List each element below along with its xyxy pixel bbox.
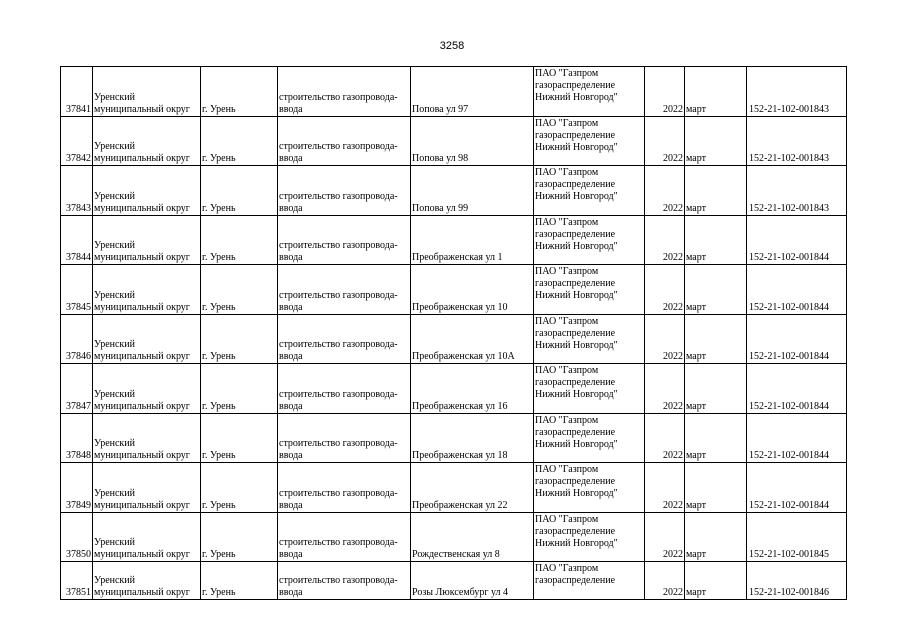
table-row	[61, 265, 847, 315]
month-cell: март	[685, 166, 747, 216]
month-cell: март	[685, 512, 747, 562]
work-type-cell: строительство газопровода-ввода	[278, 562, 411, 600]
table-row	[61, 364, 847, 414]
organization-cell: ПАО "Газпром газораспределение Нижний Новгород"	[534, 166, 645, 216]
row-number: 37848	[61, 413, 93, 463]
year-cell: 2022	[645, 215, 685, 265]
table-row	[61, 463, 847, 513]
year-cell: 2022	[645, 463, 685, 513]
city-cell: г. Урень	[201, 413, 278, 463]
month-cell: март	[685, 67, 747, 117]
district-cell: Уренский муниципальный округ	[93, 265, 201, 315]
year-cell: 2022	[645, 67, 685, 117]
year-cell: 2022	[645, 314, 685, 364]
organization-cell: ПАО "Газпром газораспределение Нижний Новгород"	[534, 364, 645, 414]
district-cell: Уренский муниципальный округ	[93, 512, 201, 562]
organization-cell: ПАО "Газпром газораспределение Нижний Новгород"	[534, 265, 645, 315]
month-cell: март	[685, 215, 747, 265]
work-type-cell: строительство газопровода-ввода	[278, 265, 411, 315]
address-cell: Преображенская ул 10	[411, 265, 534, 315]
address-cell: Попова ул 97	[411, 67, 534, 117]
month-cell: март	[685, 413, 747, 463]
table-row	[61, 562, 847, 600]
work-type-cell: строительство газопровода-ввода	[278, 166, 411, 216]
code-cell: 152-21-102-001843	[747, 116, 847, 166]
city-cell: г. Урень	[201, 314, 278, 364]
organization-cell: ПАО "Газпром газораспределение Нижний Новгород"	[534, 512, 645, 562]
address-cell: Попова ул 98	[411, 116, 534, 166]
row-number: 37841	[61, 67, 93, 117]
work-type-cell: строительство газопровода-ввода	[278, 512, 411, 562]
district-cell: Уренский муниципальный округ	[93, 67, 201, 117]
year-cell: 2022	[645, 562, 685, 600]
table-row	[61, 215, 847, 265]
table-row	[61, 314, 847, 364]
month-cell: март	[685, 265, 747, 315]
code-cell: 152-21-102-001844	[747, 413, 847, 463]
work-type-cell: строительство газопровода-ввода	[278, 116, 411, 166]
work-type-cell: строительство газопровода-ввода	[278, 67, 411, 117]
address-cell: Преображенская ул 16	[411, 364, 534, 414]
row-number: 37850	[61, 512, 93, 562]
month-cell: март	[685, 463, 747, 513]
city-cell: г. Урень	[201, 116, 278, 166]
work-type-cell: строительство газопровода-ввода	[278, 364, 411, 414]
address-cell: Преображенская ул 22	[411, 463, 534, 513]
row-number: 37846	[61, 314, 93, 364]
city-cell: г. Урень	[201, 364, 278, 414]
year-cell: 2022	[645, 265, 685, 315]
code-cell: 152-21-102-001845	[747, 512, 847, 562]
table-row	[61, 67, 847, 117]
year-cell: 2022	[645, 364, 685, 414]
city-cell: г. Урень	[201, 265, 278, 315]
address-cell: Преображенская ул 18	[411, 413, 534, 463]
city-cell: г. Урень	[201, 67, 278, 117]
district-cell: Уренский муниципальный округ	[93, 463, 201, 513]
city-cell: г. Урень	[201, 463, 278, 513]
address-cell: Преображенская ул 10А	[411, 314, 534, 364]
page-number: 3258	[439, 40, 465, 52]
organization-cell: ПАО "Газпром газораспределение Нижний Новгород"	[534, 314, 645, 364]
records-table	[60, 66, 847, 600]
address-cell: Преображенская ул 1	[411, 215, 534, 265]
table-row	[61, 512, 847, 562]
city-cell: г. Урень	[201, 215, 278, 265]
code-cell: 152-21-102-001844	[747, 463, 847, 513]
code-cell: 152-21-102-001846	[747, 562, 847, 600]
code-cell: 152-21-102-001844	[747, 314, 847, 364]
table-row	[61, 166, 847, 216]
table-row	[61, 116, 847, 166]
district-cell: Уренский муниципальный округ	[93, 215, 201, 265]
district-cell: Уренский муниципальный округ	[93, 413, 201, 463]
city-cell: г. Урень	[201, 512, 278, 562]
year-cell: 2022	[645, 413, 685, 463]
address-cell: Попова ул 99	[411, 166, 534, 216]
work-type-cell: строительство газопровода-ввода	[278, 413, 411, 463]
row-number: 37851	[61, 562, 93, 600]
organization-cell: ПАО "Газпром газораспределение Нижний Новгород"	[534, 413, 645, 463]
code-cell: 152-21-102-001844	[747, 215, 847, 265]
organization-cell: ПАО "Газпром газораспределение	[534, 562, 645, 600]
row-number: 37847	[61, 364, 93, 414]
month-cell: март	[685, 562, 747, 600]
district-cell: Уренский муниципальный округ	[93, 166, 201, 216]
row-number: 37849	[61, 463, 93, 513]
row-number: 37844	[61, 215, 93, 265]
row-number: 37843	[61, 166, 93, 216]
address-cell: Розы Люксембург ул 4	[411, 562, 534, 600]
work-type-cell: строительство газопровода-ввода	[278, 215, 411, 265]
work-type-cell: строительство газопровода-ввода	[278, 314, 411, 364]
city-cell: г. Урень	[201, 562, 278, 600]
row-number: 37842	[61, 116, 93, 166]
district-cell: Уренский муниципальный округ	[93, 364, 201, 414]
month-cell: март	[685, 364, 747, 414]
organization-cell: ПАО "Газпром газораспределение Нижний Новгород"	[534, 463, 645, 513]
organization-cell: ПАО "Газпром газораспределение Нижний Новгород"	[534, 215, 645, 265]
address-cell: Рождественская ул 8	[411, 512, 534, 562]
row-number: 37845	[61, 265, 93, 315]
year-cell: 2022	[645, 116, 685, 166]
year-cell: 2022	[645, 512, 685, 562]
code-cell: 152-21-102-001843	[747, 166, 847, 216]
organization-cell: ПАО "Газпром газораспределение Нижний Новгород"	[534, 67, 645, 117]
code-cell: 152-21-102-001843	[747, 67, 847, 117]
district-cell: Уренский муниципальный округ	[93, 314, 201, 364]
district-cell: Уренский муниципальный округ	[93, 562, 201, 600]
city-cell: г. Урень	[201, 166, 278, 216]
table-row	[61, 413, 847, 463]
year-cell: 2022	[645, 166, 685, 216]
code-cell: 152-21-102-001844	[747, 265, 847, 315]
organization-cell: ПАО "Газпром газораспределение Нижний Новгород"	[534, 116, 645, 166]
district-cell: Уренский муниципальный округ	[93, 116, 201, 166]
month-cell: март	[685, 314, 747, 364]
month-cell: март	[685, 116, 747, 166]
code-cell: 152-21-102-001844	[747, 364, 847, 414]
work-type-cell: строительство газопровода-ввода	[278, 463, 411, 513]
